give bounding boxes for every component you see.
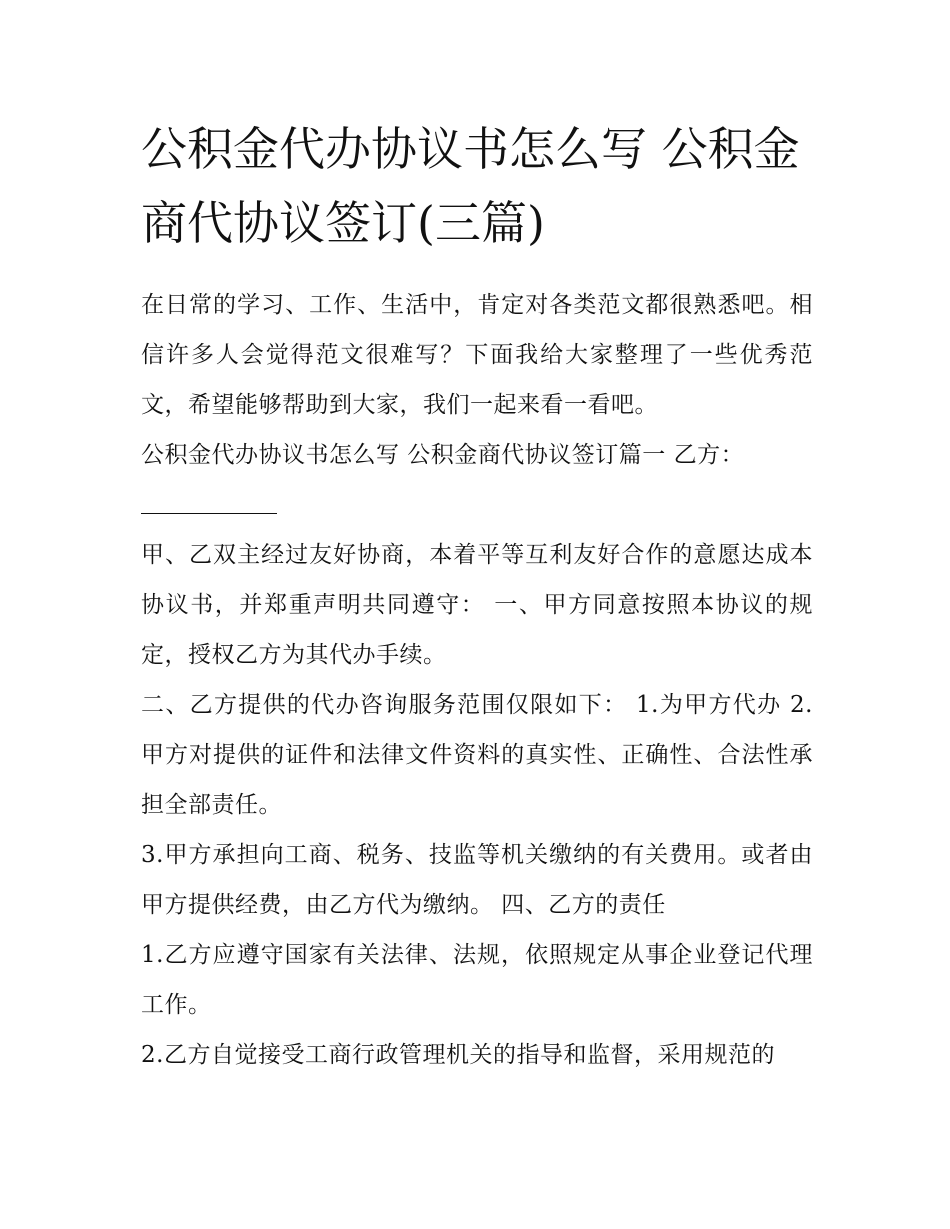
agreement-clause-1: 甲、乙双主经过友好协商，本着平等互利友好合作的意愿达成本协议书，并郑重声明共同遵守： 一、甲方同意按照本协议的规定，授权乙方为其代办手续。 — [141, 542, 813, 668]
document-title: 公积金代办协议书怎么写 公积金商代协议签订(三篇) — [141, 122, 800, 250]
agreement-clause-4: 1.乙方应遵守国家有关法律、法规，依照规定从事企业登记代理工作。 — [141, 942, 813, 1018]
agreement-clause-3: 3.甲方承担向工商、税务、技监等机关缴纳的有关费用。或者由甲方提供经费，由乙方代为缴纳。 四、乙方的责任 — [141, 842, 813, 918]
agreement-clause-2: 二、乙方提供的代办咨询服务范围仅限如下： 1.为甲方代办 2.甲方对提供的证件和法律文件资料的真实性、正确性、合法性承担全部责任。 — [141, 692, 813, 818]
blank-fill-line — [141, 480, 277, 530]
document-body — [141, 280, 813, 1080]
document-page — [141, 112, 813, 1080]
section-heading-paragraph: 公积金代办协议书怎么写 公积金商代协议签订篇一 乙方： — [141, 442, 745, 468]
intro-paragraph: 在日常的学习、工作、生活中，肯定对各类范文都很熟悉吧。相信许多人会觉得范文很难写？下面我给大家整理了一些优秀范文，希望能够帮助到大家，我们一起来看一看吧。 — [141, 292, 813, 418]
agreement-clause-5: 2.乙方自觉接受工商行政管理机关的指导和监督，采用规范的 — [141, 1042, 775, 1068]
